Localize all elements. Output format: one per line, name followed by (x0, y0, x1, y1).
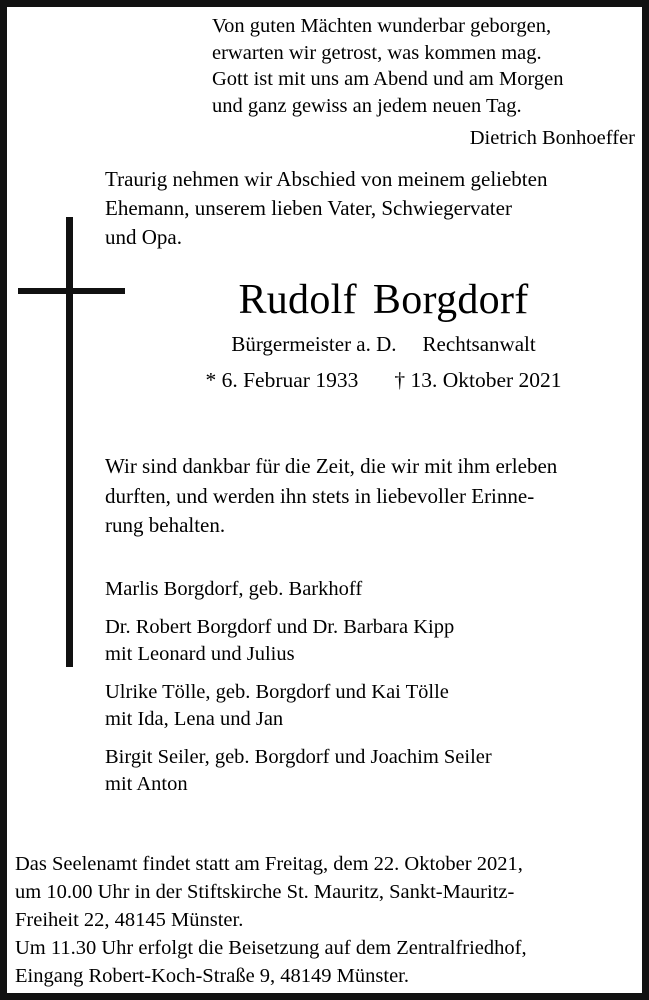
family-line: Marlis Borgdorf, geb. Barkhoff (105, 578, 363, 600)
intro-block (105, 165, 642, 252)
cross-icon-bar (18, 288, 125, 294)
family-block (105, 576, 642, 798)
death-date: 13. Oktober 2021 (410, 368, 562, 392)
poem-line-1: Von guten Mächten wunderbar geborgen, (212, 15, 552, 37)
service-details-block (15, 850, 642, 990)
death-cross-icon: † (394, 368, 406, 392)
title-primary: Bürgermeister a. D. (231, 332, 397, 356)
deceased-dates (125, 365, 642, 395)
family-group (105, 576, 642, 603)
intro-line-2: Ehemann, unserem lieben Vater, Schwiegervater (105, 196, 512, 220)
gratitude-line-3: rung behalten. (105, 513, 226, 537)
family-line: mit Leonard und Julius (105, 643, 295, 665)
title-secondary: Rechtsanwalt (422, 332, 536, 356)
poem-author: Dietrich Bonhoeffer (469, 127, 635, 149)
family-group (105, 679, 642, 733)
family-line: mit Anton (105, 773, 188, 795)
deceased-name (125, 275, 642, 325)
poem-line-4: und ganz gewiss an jedem neuen Tag. (212, 94, 522, 117)
family-line: Ulrike Tölle, geb. Borgdorf und Kai Tölle (105, 681, 449, 703)
intro-line-3: und Opa. (105, 225, 182, 249)
service-line-1: Das Seelenamt findet statt am Freitag, dem 22. Oktober 2021, (15, 853, 523, 875)
family-group (105, 614, 642, 668)
deceased-first-name: Rudolf (238, 277, 357, 323)
frame-border-bottom (0, 993, 649, 1000)
service-line-2: um 10.00 Uhr in der Stiftskirche St. Mauritz, Sankt-Mauritz- (15, 881, 515, 903)
poem-line-3: Gott ist mit uns am Abend und am Morgen (212, 68, 564, 90)
poem-block (212, 13, 637, 152)
service-line-3: Freiheit 22, 48145 Münster. (15, 909, 244, 931)
gratitude-line-1: Wir sind dankbar für die Zeit, die wir mit ihm erleben (105, 454, 558, 478)
frame-border-top (0, 0, 649, 7)
notice-inner (7, 7, 642, 993)
family-line: Dr. Robert Borgdorf und Dr. Barbara Kipp (105, 616, 455, 638)
family-line: Birgit Seiler, geb. Borgdorf und Joachim Seiler (105, 746, 492, 768)
gratitude-block (105, 452, 642, 541)
cross-icon-stem (66, 217, 73, 667)
intro-line-1: Traurig nehmen wir Abschied von meinem geliebten (105, 167, 548, 191)
deceased-last-name: Borgdorf (372, 277, 529, 323)
family-line: mit Ida, Lena und Jan (105, 708, 284, 730)
birth-date: 6. Februar 1933 (221, 368, 359, 392)
family-group (105, 744, 642, 798)
service-line-4: Um 11.30 Uhr erfolgt die Beisetzung auf dem Zentralfriedhof, (15, 937, 527, 959)
gratitude-line-2: durften, und werden ihn stets in liebevoller Erinne- (105, 483, 535, 508)
poem-line-2: erwarten wir getrost, was kommen mag. (212, 41, 542, 64)
frame-border-right (642, 0, 649, 1000)
service-line-5: Eingang Robert-Koch-Straße 9, 48149 Münster. (15, 965, 409, 987)
deceased-titles (125, 329, 642, 359)
frame-border-left (0, 0, 7, 1000)
deceased-block (125, 275, 642, 395)
birth-star-icon: * (205, 368, 217, 392)
